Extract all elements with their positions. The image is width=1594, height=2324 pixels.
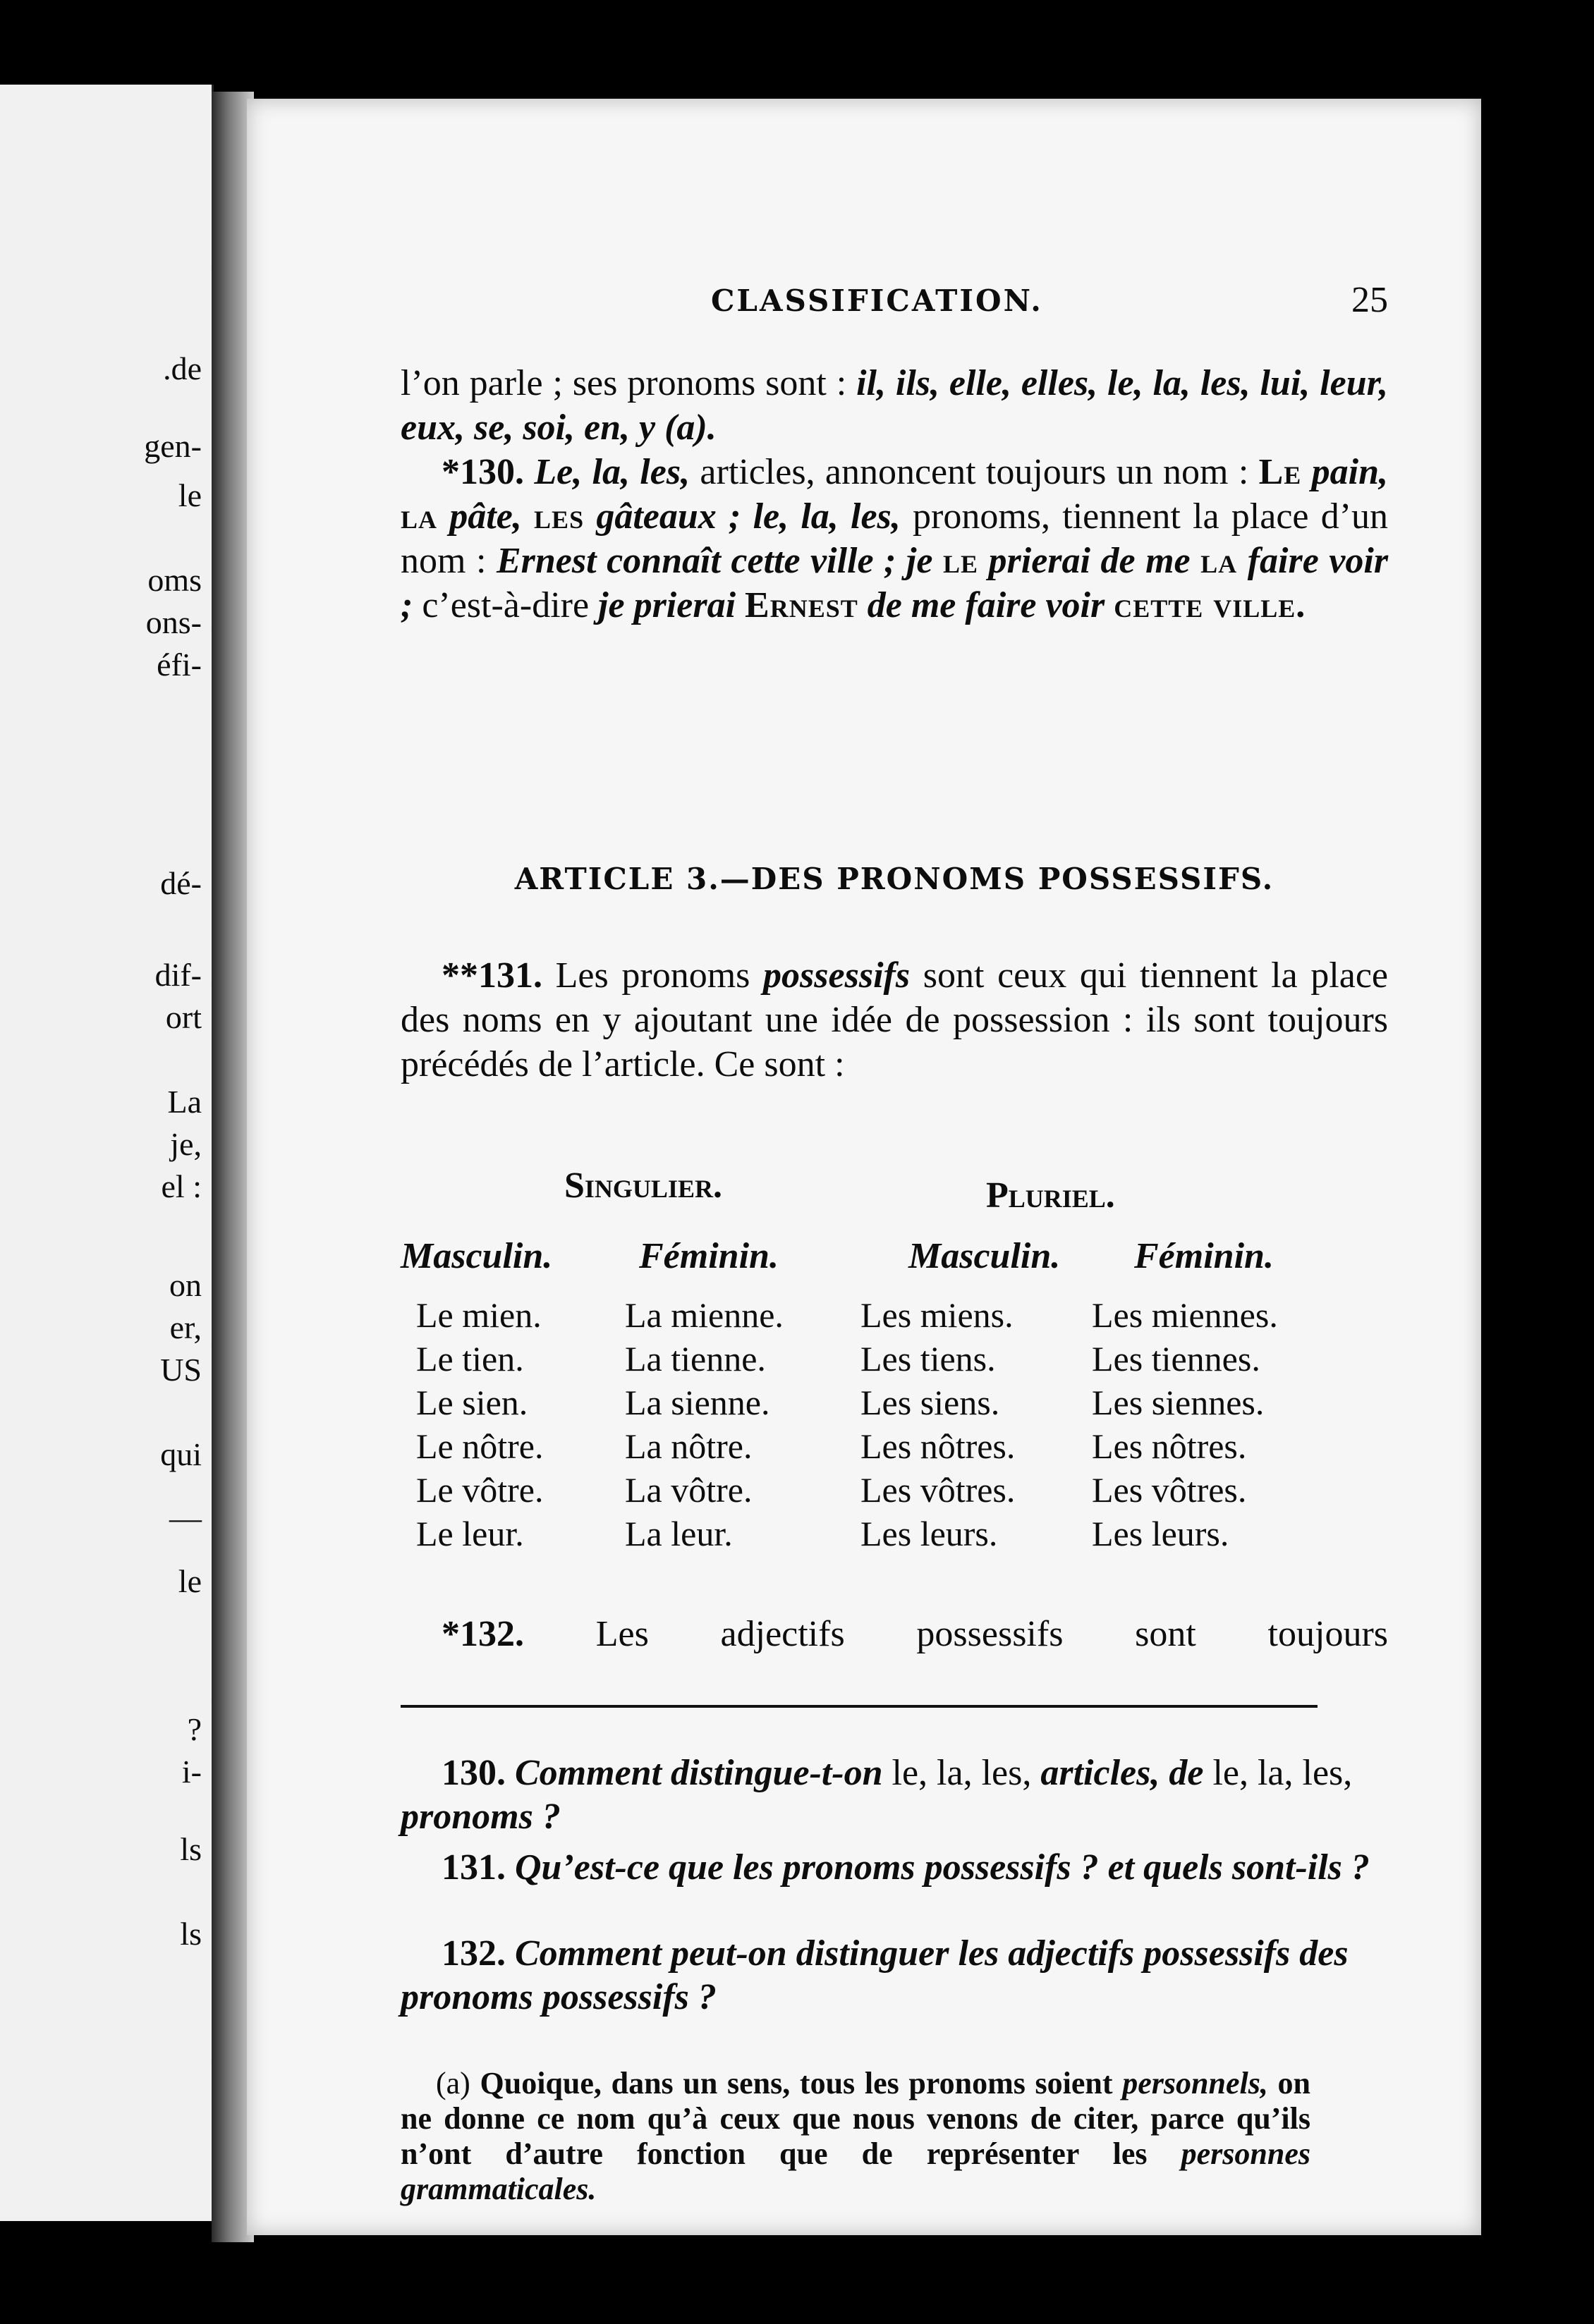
text: Les adjectifs possessifs sont toujours bbox=[595, 1614, 1389, 1654]
gender-fem-plural: Féminin. bbox=[1134, 1236, 1274, 1276]
italic-text: de me faire voir bbox=[867, 585, 1105, 625]
pronoun-cell: La tienne. bbox=[625, 1339, 766, 1378]
text: l’on parle ; ses pronoms sont : bbox=[401, 363, 847, 403]
paragraph-number: *132. bbox=[442, 1614, 524, 1654]
pronoun-cell: La mienne. bbox=[625, 1295, 784, 1335]
column-fem-plural bbox=[1092, 1293, 1278, 1555]
italic-text: possessifs bbox=[763, 955, 911, 996]
question-130 bbox=[401, 1751, 1388, 1839]
smallcaps-text: cette ville. bbox=[1114, 585, 1306, 625]
italic-text: articles, bbox=[1040, 1753, 1160, 1793]
paragraph-132 bbox=[401, 1612, 1388, 1656]
pronoun-cell: Les siennes. bbox=[1092, 1383, 1265, 1422]
pronoun-cell: Les leurs. bbox=[1092, 1514, 1229, 1553]
previous-page-fragment: .de bbox=[163, 350, 202, 386]
text: Quoique, dans un sens, tous les pronoms soient bbox=[480, 2066, 1113, 2100]
smallcaps-text: les bbox=[534, 496, 585, 537]
column-masc-plural bbox=[860, 1293, 1015, 1555]
italic-text: Le, la, les, bbox=[534, 452, 690, 492]
question-131 bbox=[401, 1846, 1388, 1890]
pronoun-cell: La leur. bbox=[625, 1514, 733, 1553]
text: le, la, les, bbox=[892, 1753, 1032, 1793]
pronoun-cell: La nôtre. bbox=[625, 1426, 753, 1466]
previous-page-fragment: ort bbox=[165, 999, 202, 1035]
previous-page-fragment: gen- bbox=[144, 428, 202, 464]
previous-page-fragment: on bbox=[169, 1267, 202, 1303]
text: c’est-à-dire bbox=[422, 585, 590, 625]
previous-page-fragment: le bbox=[178, 477, 202, 513]
previous-page-fragment: dif- bbox=[154, 957, 202, 993]
question-number: 130. bbox=[442, 1753, 506, 1793]
paragraph-number: *130. bbox=[442, 452, 524, 492]
italic-text: Qu’est-ce que les pronoms possessifs ? et quels sont-ils ? bbox=[515, 1847, 1370, 1888]
previous-page-fragment: qui bbox=[160, 1436, 202, 1472]
italic-text: pâte, bbox=[449, 496, 522, 537]
column-masc-singular bbox=[416, 1293, 543, 1555]
smallcaps-text: Le bbox=[1258, 452, 1302, 492]
italic-text: pronoms ? bbox=[401, 1797, 561, 1837]
previous-page-fragment: — bbox=[169, 1500, 202, 1536]
previous-page-fragment: éfi- bbox=[157, 647, 202, 683]
pronoun-cell: Les vôtres. bbox=[860, 1470, 1016, 1510]
pronoun-cell: Les siens. bbox=[860, 1383, 1000, 1422]
smallcaps-text: la bbox=[1200, 541, 1238, 581]
italic-text: faire voir ; bbox=[401, 541, 1389, 625]
previous-page-fragment: ls bbox=[180, 1831, 202, 1867]
text: Les pronoms bbox=[555, 955, 750, 996]
previous-page-fragment: i- bbox=[181, 1754, 202, 1790]
page-header bbox=[401, 280, 1388, 326]
text: sont ceux qui tiennent la place des noms en y ajoutant une idée de possession : ils sont toujours précédés de l’article. Ce sont : bbox=[401, 955, 1388, 1084]
pronoun-list-cont: les, lui, leur, eux, se, soi, en, y (a). bbox=[401, 363, 1389, 448]
text: articles, annoncent toujours un nom : bbox=[700, 452, 1249, 492]
pronoun-cell: Le nôtre. bbox=[416, 1426, 544, 1466]
previous-page-fragment: ons- bbox=[145, 604, 202, 640]
paragraph-130 bbox=[401, 450, 1388, 628]
separator-rule bbox=[401, 1705, 1318, 1708]
previous-page-fragment: ? bbox=[187, 1711, 202, 1747]
pronoun-cell: Les tiennes. bbox=[1092, 1339, 1260, 1378]
previous-page-fragment: US bbox=[160, 1352, 202, 1388]
italic-text: gâteaux ; le, la, les, bbox=[596, 496, 901, 537]
previous-page-fragment: el : bbox=[161, 1168, 202, 1204]
previous-page-fragment: oms bbox=[147, 562, 202, 598]
pronoun-cell: Les nôtres. bbox=[1092, 1426, 1247, 1466]
italic-text: personnes grammaticales. bbox=[401, 2136, 1311, 2206]
pronoun-cell: Les tiens. bbox=[860, 1339, 996, 1378]
gender-fem-singular: Féminin. bbox=[639, 1236, 779, 1276]
footnote-mark: (a) bbox=[436, 2066, 470, 2100]
question-number: 132. bbox=[442, 1933, 506, 1974]
gender-masc-singular: Masculin. bbox=[401, 1236, 553, 1276]
running-head: CLASSIFICATION. bbox=[711, 283, 1043, 318]
pronoun-cell: Le vôtre. bbox=[416, 1470, 544, 1510]
question-132 bbox=[401, 1932, 1388, 2019]
smallcaps-text: Ernest bbox=[745, 585, 858, 625]
smallcaps-text: le bbox=[942, 541, 978, 581]
italic-text: Ernest connaît cette ville ; je bbox=[496, 541, 933, 581]
italic-text: Comment peut-on distinguer les adjectifs possessifs des pronoms possessifs ? bbox=[401, 1933, 1349, 2017]
previous-page-fragment: ls bbox=[180, 1916, 202, 1952]
previous-page-fragment: La bbox=[167, 1084, 202, 1120]
italic-text: personnels, bbox=[1122, 2066, 1268, 2100]
paragraph-131 bbox=[401, 953, 1388, 1087]
paragraph-129-continuation bbox=[401, 361, 1388, 450]
pronoun-cell: Les nôtres. bbox=[860, 1426, 1016, 1466]
pronoun-cell: La vôtre. bbox=[625, 1470, 753, 1510]
previous-page-strip bbox=[0, 85, 214, 2221]
text: le, la, les, bbox=[1212, 1753, 1353, 1793]
pronoun-cell: Les miennes. bbox=[1092, 1295, 1278, 1335]
pronoun-cell: Les miens. bbox=[860, 1295, 1014, 1335]
pronoun-cell: Le mien. bbox=[416, 1295, 542, 1335]
italic-text: Comment distingue-t-on bbox=[515, 1753, 883, 1793]
pronoun-list: il, ils, elle, elles, le, la, bbox=[856, 363, 1191, 403]
italic-text: je prierai bbox=[598, 585, 736, 625]
pronoun-cell: Les vôtres. bbox=[1092, 1470, 1247, 1510]
previous-page-fragment: le bbox=[178, 1563, 202, 1599]
italic-text: pain, bbox=[1311, 452, 1389, 492]
previous-page-fragment: er, bbox=[169, 1309, 202, 1345]
article-heading: ARTICLE 3.—DES PRONOMS POSSESSIFS. bbox=[514, 862, 1274, 896]
paragraph-number: **131. bbox=[442, 955, 542, 996]
page-number: 25 bbox=[1351, 280, 1388, 320]
pronoun-cell: Les leurs. bbox=[860, 1514, 998, 1553]
previous-page-fragment: je, bbox=[170, 1126, 202, 1162]
book-page bbox=[247, 99, 1481, 2235]
pronoun-cell: Le tien. bbox=[416, 1339, 524, 1378]
question-number: 131. bbox=[442, 1847, 506, 1888]
gender-masc-plural: Masculin. bbox=[908, 1236, 1061, 1276]
pronoun-cell: La sienne. bbox=[625, 1383, 770, 1422]
footnote bbox=[401, 2066, 1310, 2207]
pronoun-cell: Le leur. bbox=[416, 1514, 524, 1553]
text: on ne donne ce nom qu’à ceux que nous venons de citer, parce qu’ils n’ont d’autre fonction que de représenter les bbox=[401, 2066, 1311, 2171]
previous-page-fragment: dé- bbox=[160, 865, 202, 901]
singular-heading: Singulier. bbox=[564, 1166, 722, 1206]
italic-text: de bbox=[1169, 1753, 1204, 1793]
text: pronoms, tiennent la place d’un nom : bbox=[401, 496, 1389, 581]
pronoun-cell: Le sien. bbox=[416, 1383, 528, 1422]
column-fem-singular bbox=[625, 1293, 784, 1555]
italic-text: prierai de me bbox=[988, 541, 1191, 581]
smallcaps-text: la bbox=[401, 496, 438, 537]
plural-heading: Pluriel. bbox=[986, 1175, 1115, 1216]
